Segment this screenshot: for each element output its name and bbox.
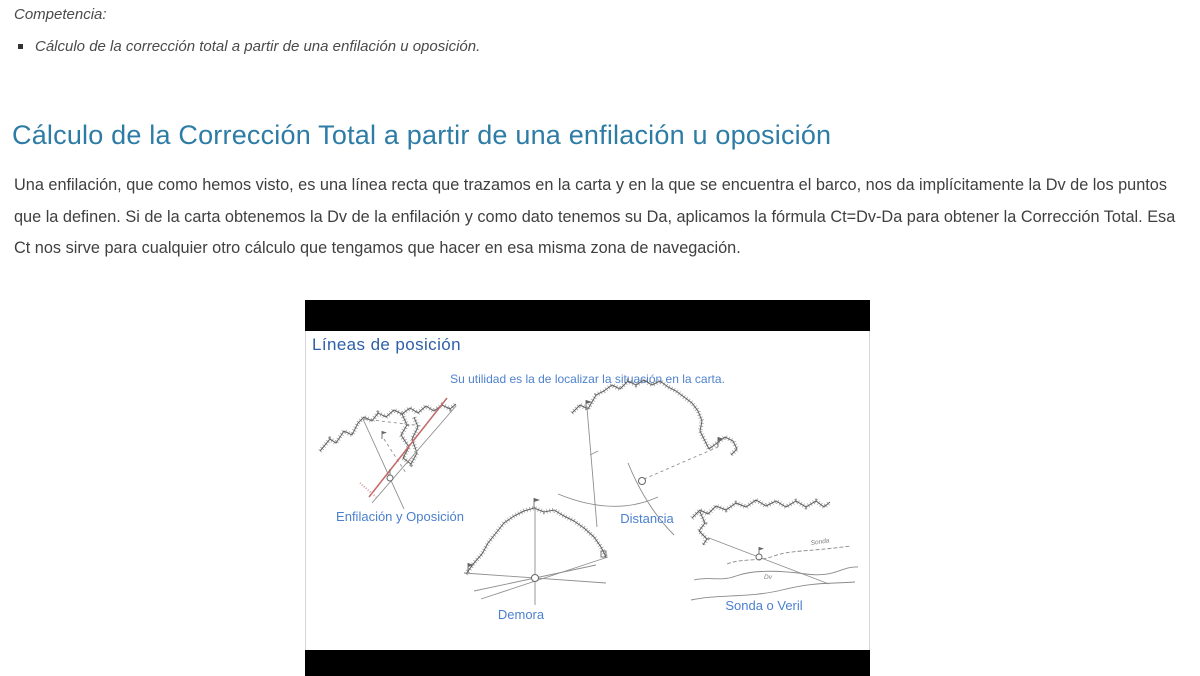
label-demora: Demora bbox=[497, 607, 545, 622]
slide-title: Líneas de posición bbox=[312, 335, 461, 354]
label-enfilacion-oposicion: Enfilación y Oposición bbox=[336, 509, 464, 524]
sonda-annotation: Sonda bbox=[810, 537, 830, 547]
label-distancia: Distancia bbox=[620, 511, 674, 526]
bullet-square-icon bbox=[18, 44, 23, 49]
video-slide bbox=[305, 331, 870, 650]
competencia-list-item bbox=[18, 38, 480, 55]
video-letterbox-bottom bbox=[305, 650, 870, 676]
competencia-label: Competencia: bbox=[14, 6, 107, 23]
sketch-enfilacion-oposicion bbox=[320, 398, 456, 509]
sketch-demora bbox=[464, 498, 608, 605]
dv-annotation: Dv bbox=[764, 574, 772, 581]
label-sonda-veril: Sonda o Veril bbox=[725, 598, 803, 613]
video-player[interactable] bbox=[305, 300, 870, 676]
page-title: Cálculo de la Corrección Total a partir de una enfilación u oposición bbox=[12, 120, 832, 150]
slide-subtitle: Su utilidad es la de localizar la situación en la carta. bbox=[450, 372, 725, 386]
article-paragraph: Una enfilación, que como hemos visto, es una línea recta que trazamos en la carta y en la que se encuentra el barco, nos da implícitamente la Dv de los puntos que la definen. Si de la carta obtenemos la Dv de la enfilación y como dato tenemos su Da, aplicamos la fórmula Ct=Dv-Da para obtener la Corrección Total. Esa Ct nos sirve para cualquier otro cálculo que tengamos que hacer en esa misma zona de navegación. bbox=[14, 176, 1176, 257]
sketch-sonda-veril bbox=[691, 500, 858, 600]
video-letterbox-top bbox=[305, 300, 870, 331]
competencia-bullet-text: Cálculo de la corrección total a partir de una enfilación u oposición. bbox=[35, 38, 481, 55]
